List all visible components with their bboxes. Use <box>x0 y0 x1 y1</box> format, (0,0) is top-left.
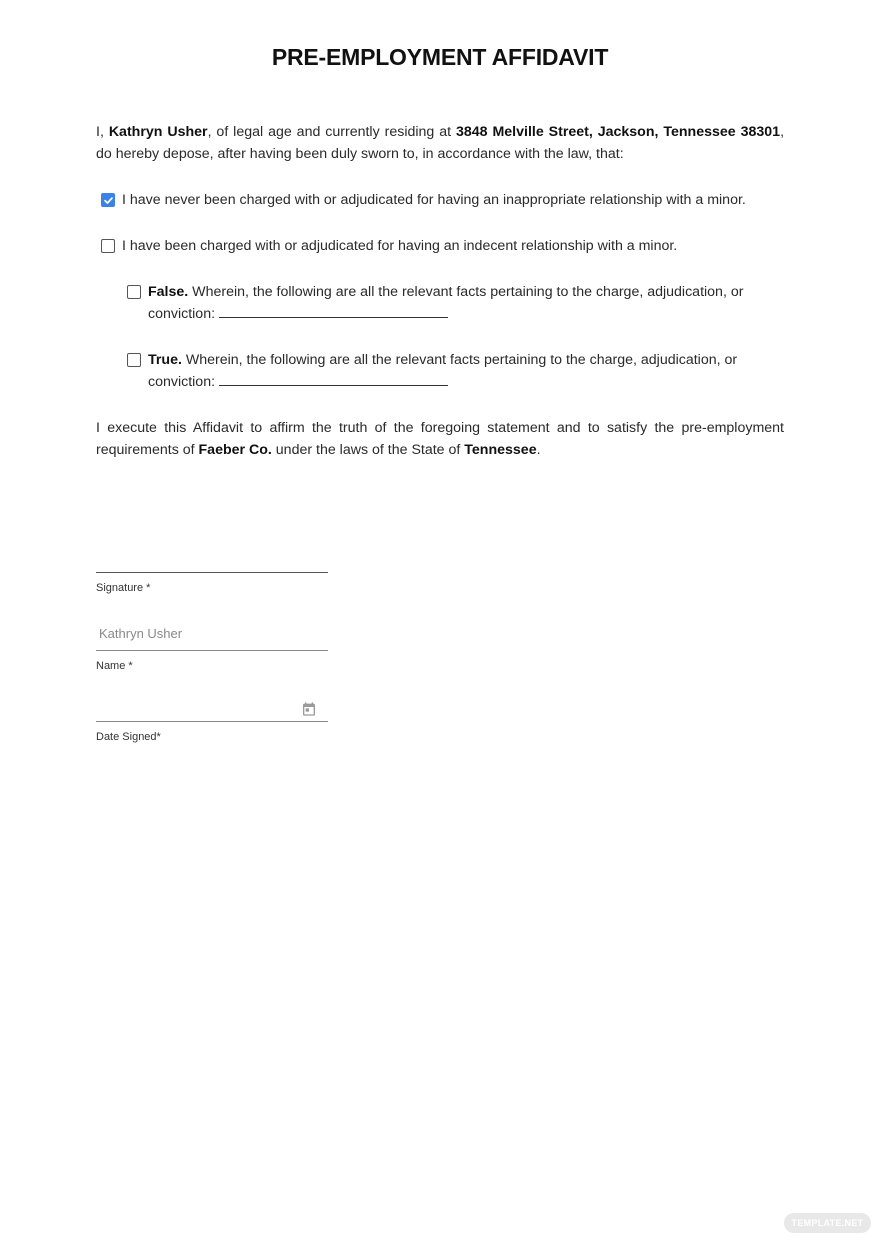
intro-prefix: I, <box>96 124 109 140</box>
option-1-checkbox[interactable] <box>101 193 115 207</box>
calendar-icon[interactable] <box>301 701 317 717</box>
intro-middle: , of legal age and currently residing at <box>207 124 456 140</box>
name-input[interactable]: Kathryn Usher <box>96 626 328 651</box>
sub-option-false-label: False. <box>148 284 189 300</box>
affiant-address: 3848 Melville Street, Jackson, Tennessee 38301 <box>455 124 781 140</box>
facts-blank-line[interactable] <box>219 304 448 318</box>
sub-option-false-text <box>148 281 783 325</box>
option-1-label: I have never been charged with or adjudicated for having an inappropriate relationship with a minor. <box>122 192 746 208</box>
name-label: Name * <box>96 660 133 672</box>
name-field <box>96 626 328 672</box>
option-has-been-charged[interactable] <box>101 235 801 257</box>
sub-option-true-label: True. <box>148 352 182 368</box>
intro-suffix: , do hereby depose, after having been duly sworn to, in accordance with the law, that: <box>96 124 785 162</box>
sub-option-true[interactable] <box>127 349 787 393</box>
sub-option-false[interactable] <box>127 281 787 325</box>
check-icon <box>103 195 114 206</box>
state-name: Tennessee <box>464 442 537 458</box>
closing-paragraph <box>96 417 784 461</box>
template-watermark: TEMPLATE.NET <box>784 1213 871 1233</box>
signature-field <box>96 572 328 594</box>
intro-paragraph <box>96 121 784 165</box>
sub-option-false-description: Wherein, the following are all the relevant facts pertaining to the charge, adjudication, or conviction: <box>148 284 744 322</box>
option-2-label: I have been charged with or adjudicated for having an indecent relationship with a minor. <box>122 238 678 254</box>
signature-label: Signature * <box>96 582 151 594</box>
sub-option-true-description: Wherein, the following are all the relevant facts pertaining to the charge, adjudication, or conviction: <box>148 352 738 390</box>
closing-prefix: I execute this Affidavit to affirm the truth of the foregoing statement and to satisfy the pre-employment requirements of <box>96 420 784 458</box>
date-field <box>96 698 328 743</box>
sub-option-true-text <box>148 349 783 393</box>
date-label: Date Signed* <box>96 731 161 743</box>
option-2-checkbox[interactable] <box>101 239 115 253</box>
page-title: PRE-EMPLOYMENT AFFIDAVIT <box>271 44 609 70</box>
closing-suffix: . <box>536 442 541 458</box>
company-name: Faeber Co. <box>198 442 272 458</box>
signature-line[interactable] <box>96 572 328 573</box>
closing-middle: under the laws of the State of <box>271 442 465 458</box>
date-input[interactable] <box>96 698 328 722</box>
facts-blank-line[interactable] <box>219 372 448 386</box>
option-never-charged[interactable] <box>101 189 801 211</box>
sub-option-false-checkbox[interactable] <box>127 285 141 299</box>
sub-option-true-checkbox[interactable] <box>127 353 141 367</box>
affiant-name: Kathryn Usher <box>108 124 208 140</box>
